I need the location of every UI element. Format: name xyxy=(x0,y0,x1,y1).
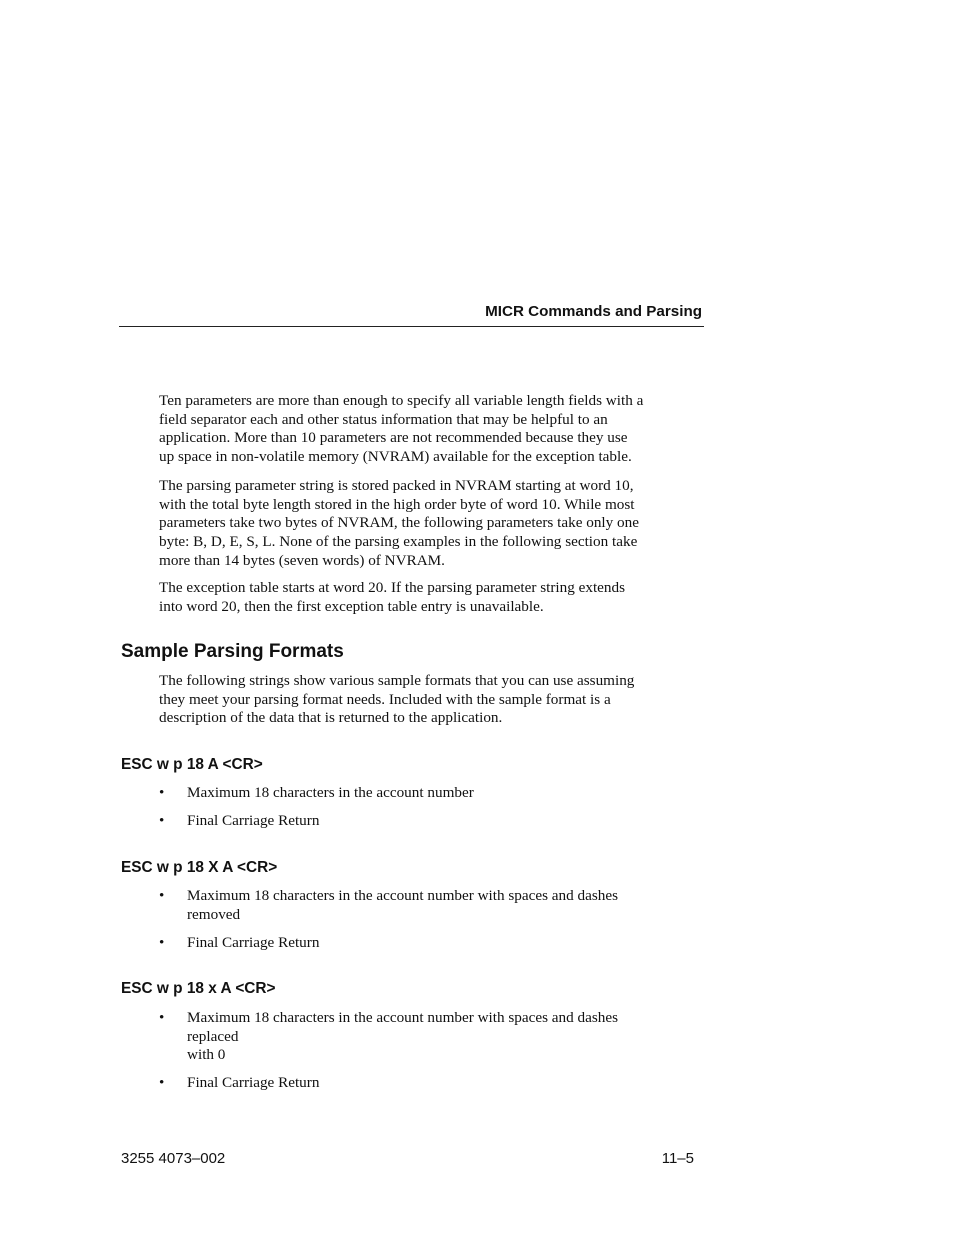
bullet-icon: • xyxy=(159,812,165,829)
format-heading: ESC w p 18 A <CR> xyxy=(121,756,263,773)
text-line: The parsing parameter string is stored packed in NVRAM starting at word 10, xyxy=(159,477,634,494)
document-number: 3255 4073–002 xyxy=(121,1150,226,1167)
list-item-text: Maximum 18 characters in the account number with spaces and dashes xyxy=(187,1009,619,1026)
text-line: Ten parameters are more than enough to specify all variable length fields with a xyxy=(159,392,644,409)
list-item-text: replaced xyxy=(187,1027,239,1045)
section-intro xyxy=(159,672,704,728)
format-heading: ESC w p 18 x A <CR> xyxy=(121,980,276,997)
text-line: into word 20, then the first exception table entry is unavailable. xyxy=(159,597,544,615)
text-line: The following strings show various sample formats that you can use assuming xyxy=(159,672,635,689)
bullet-icon: • xyxy=(159,934,165,951)
text-line: with the total byte length stored in the high order byte of word 10. While most xyxy=(159,495,635,513)
text-line: byte: B, D, E, S, L. None of the parsing examples in the following section take xyxy=(159,533,638,551)
format-heading: ESC w p 18 X A <CR> xyxy=(121,859,278,876)
running-header: MICR Commands and Parsing xyxy=(485,303,702,320)
bullet-icon: • xyxy=(159,784,165,801)
bullet-icon: • xyxy=(159,1009,165,1026)
list-item-text: Maximum 18 characters in the account number xyxy=(187,784,474,801)
list-item-text: Final Carriage Return xyxy=(187,812,320,829)
bullet-icon: • xyxy=(159,887,165,904)
list-item-text: Final Carriage Return xyxy=(187,1074,320,1091)
list-item-text: with 0 xyxy=(187,1046,226,1064)
text-line: description of the data that is returned to the application. xyxy=(159,709,503,727)
text-line: The exception table starts at word 20. If the parsing parameter string extends xyxy=(159,579,626,596)
page-number: 11–5 xyxy=(661,1150,694,1167)
text-line: they meet your parsing format needs. Included with the sample format is a xyxy=(159,690,611,708)
intro-paragraph-3 xyxy=(159,579,704,616)
list-item-text: removed xyxy=(187,905,241,923)
list-item-text: Maximum 18 characters in the account number with spaces and dashes xyxy=(187,887,619,904)
text-line: up space in non-volatile memory (NVRAM) available for the exception table. xyxy=(159,448,632,466)
text-line: field separator each and other status information that may be helpful to an xyxy=(159,410,608,428)
list-item-text: Final Carriage Return xyxy=(187,934,320,951)
text-line: parameters take two bytes of NVRAM, the following parameters take only one xyxy=(159,514,639,532)
text-line: more than 14 bytes (seven words) of NVRAM. xyxy=(159,551,445,569)
text-line: application. More than 10 parameters are not recommended because they use xyxy=(159,429,628,447)
intro-paragraph-1 xyxy=(159,392,704,467)
intro-paragraph-2 xyxy=(159,477,704,571)
section-heading: Sample Parsing Formats xyxy=(121,641,344,662)
header-rule xyxy=(119,326,704,327)
bullet-icon: • xyxy=(159,1074,165,1091)
